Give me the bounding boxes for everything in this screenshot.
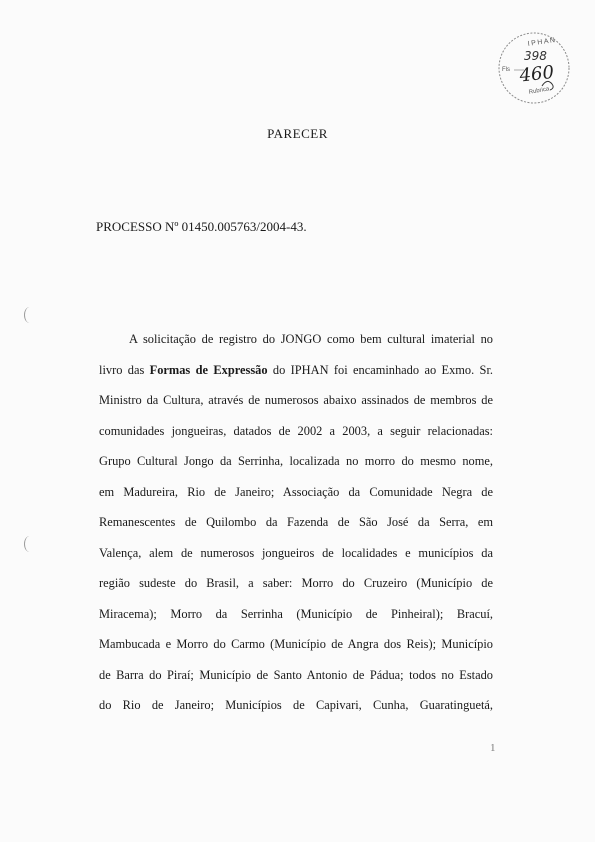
punch-hole-mark <box>24 536 35 552</box>
body-line: Valença, alem de numerosos jongueiros de localidades e municípios da <box>99 545 493 560</box>
body-line: Mambucada e Morro do Carmo (Município de Angra dos Reis); Município <box>99 637 493 651</box>
body-line: comunidades jongueiras, datados de 2002 a 2003, a seguir relacionadas: <box>99 423 493 438</box>
body-line: de Barra do Piraí; Município de Santo Antonio de Pádua; todos no Estado <box>99 667 493 682</box>
body-line: Ministro da Cultura, através de numerosos abaixo assinados de membros de <box>99 393 493 407</box>
stamp-folio-number: 398 <box>524 49 547 63</box>
body-line: em Madureira, Rio de Janeiro; Associação da Comunidade Negra de <box>99 484 493 499</box>
stamp-rubric: Rubrica <box>528 86 550 96</box>
body-line: região sudeste do Brasil, a saber: Morro do Cruzeiro (Município de <box>99 576 493 590</box>
document-body <box>99 324 493 721</box>
process-number: PROCESSO Nº 01450.005763/2004-43. <box>96 219 307 234</box>
body-line: do Rio de Janeiro; Municípios de Capivari, Cunha, Guaratinguetá, <box>99 698 493 712</box>
iphan-stamp <box>494 28 574 108</box>
body-line: livro das Formas de Expressão do IPHAN foi encaminhado ao Exmo. Sr. <box>99 362 493 377</box>
body-line: Grupo Cultural Jongo da Serrinha, localizada no morro do mesmo nome, <box>99 454 493 468</box>
stamp-folio-prefix: Fls <box>502 67 510 73</box>
body-line: A solicitação de registro do JONGO como bem cultural imaterial no <box>129 332 493 346</box>
document-title: PARECER <box>267 126 328 141</box>
page-number: 1 <box>490 742 496 754</box>
stamp-handwritten-number: 460 <box>518 61 555 87</box>
body-line: Remanescentes de Quilombo da Fazenda de São José da Serra, em <box>99 515 493 529</box>
punch-hole-mark <box>24 307 35 323</box>
body-line: Miracema); Morro da Serrinha (Município de Pinheiral); Bracuí, <box>99 606 493 621</box>
stamp-org: IPHAN <box>527 36 557 48</box>
bold-term: Formas de Expressão <box>149 362 268 377</box>
